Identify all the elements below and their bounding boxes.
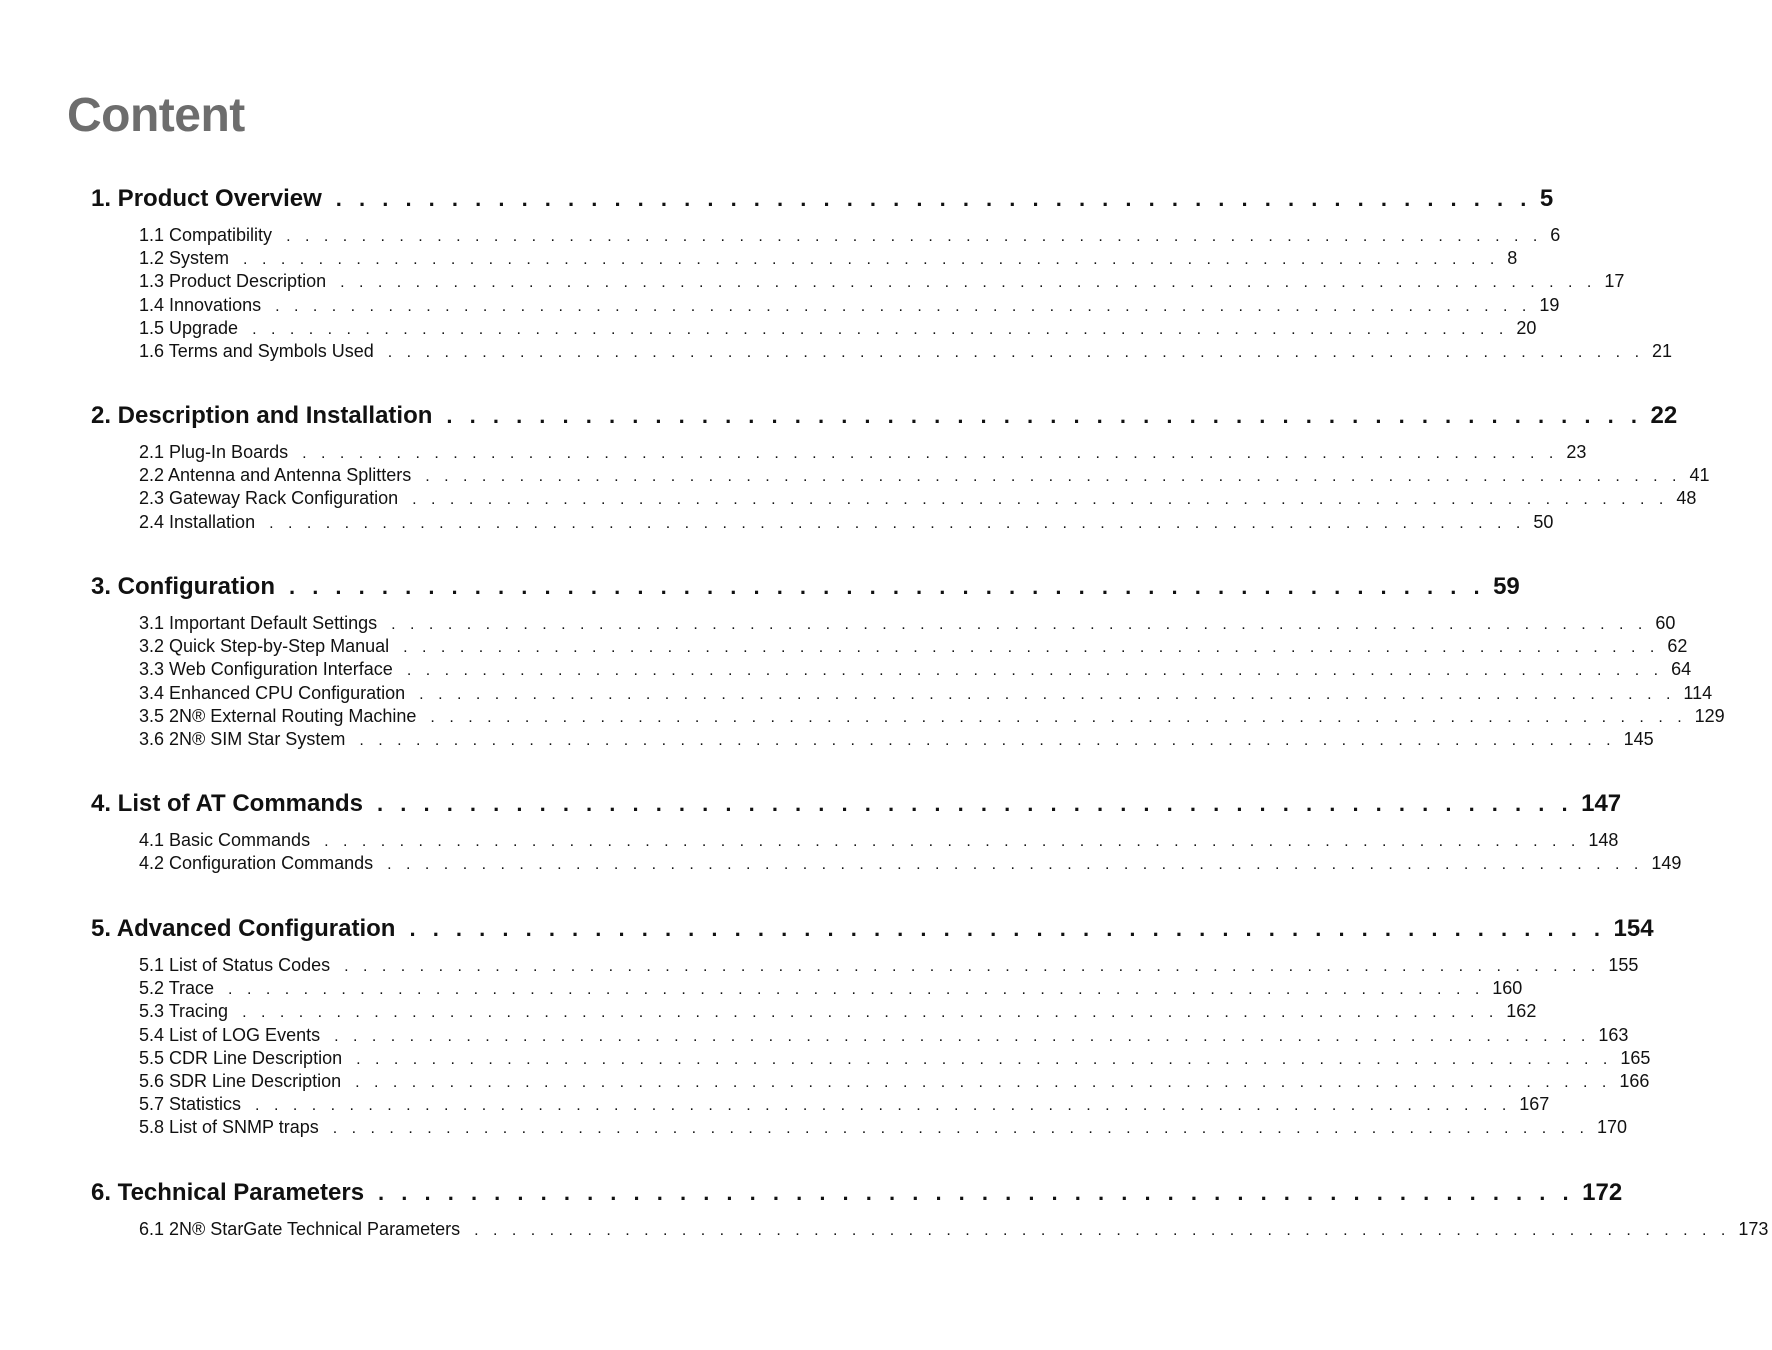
section-entry[interactable] [139, 977, 1523, 1000]
section-label: 4.1 Basic Commands [139, 830, 311, 850]
dot-leader: . . . . . . . . . . . . . . . . . . . . . . . . . . . . . . . . . . . . . . . . . . . . . . . . . . . . . . . . . . . . . . . . . . . [474, 1222, 1731, 1239]
dot-leader: . . . . . . . . . . . . . . . . . . . . . . . . . . . . . . . . . . . . . . . . . . . . . . . . . . . . . . . . . . . . . . . . . . . [359, 731, 1616, 749]
section-entry[interactable] [139, 294, 1560, 317]
section-entry[interactable] [139, 728, 1654, 751]
dot-leader: . . . . . . . . . . . . . . . . . . . . . . . . . . . . . . . . . . . . . . . . . . . . . . . . . . . . . . . . . . . . . . . . . . . [403, 639, 1660, 657]
dot-leader: . . . . . . . . . . . . . . . . . . . . . . . . . . . . . . . . . . . . . . . . . . . . . . . . . . . . . . . . . . . . . . . . . . . [255, 1097, 1512, 1115]
section-label: 1.4 Innovations [139, 294, 262, 315]
section-entry[interactable] [139, 270, 1625, 293]
dot-leader: . . . . . . . . . . . . . . . . . . . . . . . . . . . . . . . . . . . . . . . . . . . . . . . . . . . . . . . . . . . . . . . . . . . [430, 708, 1687, 726]
toc-chapter-5 [91, 912, 1654, 1140]
section-label: 3.2 Quick Step-by-Step Manual [139, 636, 390, 657]
section-label: 2.4 Installation [139, 511, 256, 532]
section-entry[interactable] [139, 1047, 1651, 1070]
chapter-page-number: 59 [1493, 573, 1520, 600]
section-page-number: 165 [1620, 1047, 1651, 1068]
section-page-number: 149 [1651, 853, 1682, 874]
dot-leader: . . . . . . . . . . . . . . . . . . . . . . . . . . . . . . . . . . . . . . . . . . . . . . . . . . . . . . . . . . . . . . . . . . . [334, 1027, 1591, 1045]
dot-leader: . . . . . . . . . . . . . . . . . . . . . . . . . . . . . . . . . . . . . . . . . . . . . . . . . . . . . . . . . . . . . . . . . . . [356, 1050, 1613, 1068]
dot-leader: . . . . . . . . . . . . . . . . . . . . . . . . . . . . . . . . . . . . . . . . . . . . . . . . . . . . . . . . . . . . . . . . . . . [355, 1073, 1612, 1091]
section-entry[interactable] [139, 954, 1639, 977]
chapter-label: 5. Advanced Configuration [91, 915, 396, 942]
section-label: 5.7 Statistics [139, 1094, 242, 1115]
section-list [139, 829, 1682, 875]
dot-leader: . . . . . . . . . . . . . . . . . . . . . . . . . . . . . . . . . . . . . . . . . . . . . . . . . . . . . . . . . . . . . . . . . . . [302, 445, 1559, 462]
chapter-label: 2. Description and Installation [91, 402, 433, 429]
dot-leader: . . . . . . . . . . . . . . . . . . . . . . . . . . . . . . . . . . . . . . . . . . . . . . . . . . . . . . . . . . . . . . . . . . . [286, 228, 1543, 245]
section-page-number: 62 [1667, 636, 1688, 657]
dot-leader: . . . . . . . . . . . . . . . . . . . . . . . . . . . . . . . . . . . . . . . . . . . . . . . . . . . . [335, 186, 1532, 211]
section-page-number: 48 [1676, 488, 1697, 509]
chapter-entry[interactable] [91, 399, 1678, 433]
dot-leader: . . . . . . . . . . . . . . . . . . . . . . . . . . . . . . . . . . . . . . . . . . . . . . . . . . . . . . . . . . . . . . . . . . . [243, 251, 1500, 269]
chapter-entry[interactable] [91, 182, 1554, 216]
section-entry[interactable] [139, 1024, 1629, 1047]
section-label: 5.2 Trace [139, 978, 215, 999]
section-label: 2.3 Gateway Rack Configuration [139, 488, 399, 509]
section-entry[interactable] [139, 852, 1682, 875]
section-page-number: 170 [1596, 1117, 1628, 1138]
section-entry[interactable] [139, 464, 1710, 487]
dot-leader: . . . . . . . . . . . . . . . . . . . . . . . . . . . . . . . . . . . . . . . . . . . . . . . . . . . . [377, 791, 1574, 816]
dot-leader: . . . . . . . . . . . . . . . . . . . . . . . . . . . . . . . . . . . . . . . . . . . . . . . . . . . . . . . . . . . . . . . . . . . [344, 958, 1601, 975]
section-page-number: 6 [1550, 225, 1561, 245]
section-page-number: 167 [1519, 1094, 1550, 1115]
section-page-number: 155 [1608, 955, 1639, 975]
section-page-number: 129 [1694, 705, 1725, 726]
chapter-label: 6. Technical Parameters [91, 1179, 365, 1206]
section-entry[interactable] [139, 1218, 1769, 1241]
chapter-page-number: 172 [1582, 1179, 1623, 1206]
section-page-number: 21 [1652, 340, 1673, 361]
section-entry[interactable] [139, 1000, 1537, 1023]
section-page-number: 64 [1671, 659, 1692, 680]
section-entry[interactable] [139, 441, 1587, 464]
section-label: 6.1 2N® StarGate Technical Parameters [139, 1219, 461, 1239]
chapter-label: 1. Product Overview [91, 185, 322, 212]
dot-leader: . . . . . . . . . . . . . . . . . . . . . . . . . . . . . . . . . . . . . . . . . . . . . . . . . . . . . . . . . . . . . . . . . . . [391, 616, 1648, 633]
chapter-page-number: 147 [1581, 790, 1622, 817]
dot-leader: . . . . . . . . . . . . . . . . . . . . . . . . . . . . . . . . . . . . . . . . . . . . . . . . . . . . . . . . . . . . . . . . . . . [332, 1120, 1589, 1138]
dot-leader: . . . . . . . . . . . . . . . . . . . . . . . . . . . . . . . . . . . . . . . . . . . . . . . . . . . . . . . . . . . . . . . . . . . [387, 856, 1644, 874]
section-page-number: 145 [1623, 728, 1654, 749]
section-page-number: 173 [1738, 1219, 1769, 1239]
section-label: 5.1 List of Status Codes [139, 955, 331, 975]
page-title: Content [67, 89, 245, 142]
section-label: 3.1 Important Default Settings [139, 613, 378, 633]
dot-leader: . . . . . . . . . . . . . . . . . . . . . . . . . . . . . . . . . . . . . . . . . . . . . . . . . . . . [288, 574, 1486, 599]
section-label: 3.3 Web Configuration Interface [139, 659, 393, 680]
dot-leader: . . . . . . . . . . . . . . . . . . . . . . . . . . . . . . . . . . . . . . . . . . . . . . . . . . . . . . . . . . . . . . . . . . . [228, 981, 1485, 999]
section-entry[interactable] [139, 658, 1692, 681]
toc-chapter-4 [91, 787, 1682, 875]
section-list [139, 612, 1725, 751]
section-page-number: 60 [1655, 613, 1676, 633]
section-label: 3.4 Enhanced CPU Configuration [139, 682, 406, 703]
toc-chapter-6 [91, 1176, 1769, 1241]
section-page-number: 41 [1689, 465, 1710, 486]
section-page-number: 8 [1507, 248, 1518, 269]
dot-leader: . . . . . . . . . . . . . . . . . . . . . . . . . . . . . . . . . . . . . . . . . . . . . . . . . . . . . . . . . . . . . . . . . . . [412, 491, 1669, 509]
section-page-number: 17 [1604, 271, 1625, 292]
dot-leader: . . . . . . . . . . . . . . . . . . . . . . . . . . . . . . . . . . . . . . . . . . . . . . . . . . . . . . . . . . . . . . . . . . . [269, 514, 1526, 532]
section-page-number: 148 [1588, 830, 1619, 850]
section-label: 5.8 List of SNMP traps [139, 1117, 319, 1138]
section-page-number: 20 [1516, 317, 1537, 338]
dot-leader: . . . . . . . . . . . . . . . . . . . . . . . . . . . . . . . . . . . . . . . . . . . . . . . . . . . . . . . . . . . . . . . . . . . [252, 320, 1509, 338]
section-page-number: 50 [1533, 511, 1554, 532]
section-label: 5.4 List of LOG Events [139, 1024, 321, 1045]
section-label: 2.2 Antenna and Antenna Splitters [139, 465, 412, 486]
section-label: 2.1 Plug-In Boards [139, 442, 289, 462]
section-entry[interactable] [139, 487, 1697, 510]
toc-chapter-1 [91, 182, 1673, 363]
dot-leader: . . . . . . . . . . . . . . . . . . . . . . . . . . . . . . . . . . . . . . . . . . . . . . . . . . . . [378, 1180, 1575, 1205]
section-list [139, 954, 1651, 1140]
section-entry[interactable] [139, 635, 1688, 658]
section-page-number: 166 [1619, 1070, 1650, 1091]
section-page-number: 19 [1539, 294, 1560, 315]
chapter-entry[interactable] [91, 1176, 1623, 1210]
dot-leader: . . . . . . . . . . . . . . . . . . . . . . . . . . . . . . . . . . . . . . . . . . . . . . . . . . . . . . . . . . . . . . . . . . . [406, 662, 1664, 680]
dot-leader: . . . . . . . . . . . . . . . . . . . . . . . . . . . . . . . . . . . . . . . . . . . . . . . . . . . . . . . . . . . . . . . . . . . [275, 297, 1532, 315]
section-label: 3.5 2N® External Routing Machine [139, 705, 417, 726]
dot-leader: . . . . . . . . . . . . . . . . . . . . . . . . . . . . . . . . . . . . . . . . . . . . . . . . . . . . . . . . . . . . . . . . . . . [324, 833, 1581, 850]
section-entry[interactable] [139, 829, 1619, 852]
section-label: 5.3 Tracing [139, 1001, 229, 1022]
section-entry[interactable] [139, 1116, 1628, 1139]
section-list [139, 1218, 1769, 1241]
section-entry[interactable] [139, 612, 1676, 635]
section-label: 1.6 Terms and Symbols Used [139, 340, 374, 361]
section-entry[interactable] [139, 224, 1561, 247]
chapter-page-number: 154 [1613, 915, 1654, 942]
section-list [139, 224, 1673, 363]
section-entry[interactable] [139, 682, 1713, 705]
chapter-label: 3. Configuration [91, 573, 275, 600]
section-entry[interactable] [139, 705, 1725, 728]
section-entry[interactable] [139, 340, 1673, 363]
section-label: 5.5 CDR Line Description [139, 1047, 343, 1068]
section-entry[interactable] [139, 1070, 1650, 1093]
section-page-number: 114 [1683, 682, 1713, 703]
section-page-number: 23 [1566, 442, 1587, 462]
chapter-entry[interactable] [91, 787, 1622, 821]
dot-leader: . . . . . . . . . . . . . . . . . . . . . . . . . . . . . . . . . . . . . . . . . . . . . . . . . . . . . . . . . . . . . . . . . . . [425, 468, 1682, 486]
dot-leader: . . . . . . . . . . . . . . . . . . . . . . . . . . . . . . . . . . . . . . . . . . . . . . . . . . . . . . . . . . . . . . . . . . . [419, 685, 1676, 703]
chapter-entry[interactable] [91, 570, 1520, 604]
section-label: 1.2 System [139, 248, 230, 269]
chapter-label: 4. List of AT Commands [91, 790, 364, 817]
section-page-number: 162 [1506, 1001, 1537, 1022]
section-entry[interactable] [139, 247, 1518, 270]
section-list [139, 441, 1710, 534]
toc-chapter-2 [91, 399, 1710, 534]
dot-leader: . . . . . . . . . . . . . . . . . . . . . . . . . . . . . . . . . . . . . . . . . . . . . . . . . . . . . . . . . . . . . . . . . . . [242, 1004, 1499, 1022]
chapter-page-number: 5 [1539, 185, 1554, 212]
chapter-entry[interactable] [91, 912, 1654, 946]
section-entry[interactable] [139, 317, 1537, 340]
section-label: 3.6 2N® SIM Star System [139, 728, 346, 749]
section-page-number: 163 [1598, 1024, 1629, 1045]
dot-leader: . . . . . . . . . . . . . . . . . . . . . . . . . . . . . . . . . . . . . . . . . . . . . . . . . . . . [446, 403, 1643, 428]
chapter-page-number: 22 [1650, 402, 1678, 429]
section-page-number: 160 [1492, 978, 1523, 999]
dot-leader: . . . . . . . . . . . . . . . . . . . . . . . . . . . . . . . . . . . . . . . . . . . . . . . . . . . . . . . . . . . . . . . . . . . [340, 274, 1597, 292]
section-label: 1.1 Compatibility [139, 225, 273, 245]
section-entry[interactable] [139, 511, 1554, 534]
dot-leader: . . . . . . . . . . . . . . . . . . . . . . . . . . . . . . . . . . . . . . . . . . . . . . . . . . . . [409, 916, 1606, 941]
section-label: 1.3 Product Description [139, 271, 327, 292]
section-label: 5.6 SDR Line Description [139, 1070, 342, 1091]
section-entry[interactable] [139, 1093, 1550, 1116]
toc-chapter-3 [91, 570, 1725, 751]
dot-leader: . . . . . . . . . . . . . . . . . . . . . . . . . . . . . . . . . . . . . . . . . . . . . . . . . . . . . . . . . . . . . . . . . . . [387, 343, 1645, 361]
section-label: 4.2 Configuration Commands [139, 853, 374, 874]
section-label: 1.5 Upgrade [139, 317, 239, 338]
